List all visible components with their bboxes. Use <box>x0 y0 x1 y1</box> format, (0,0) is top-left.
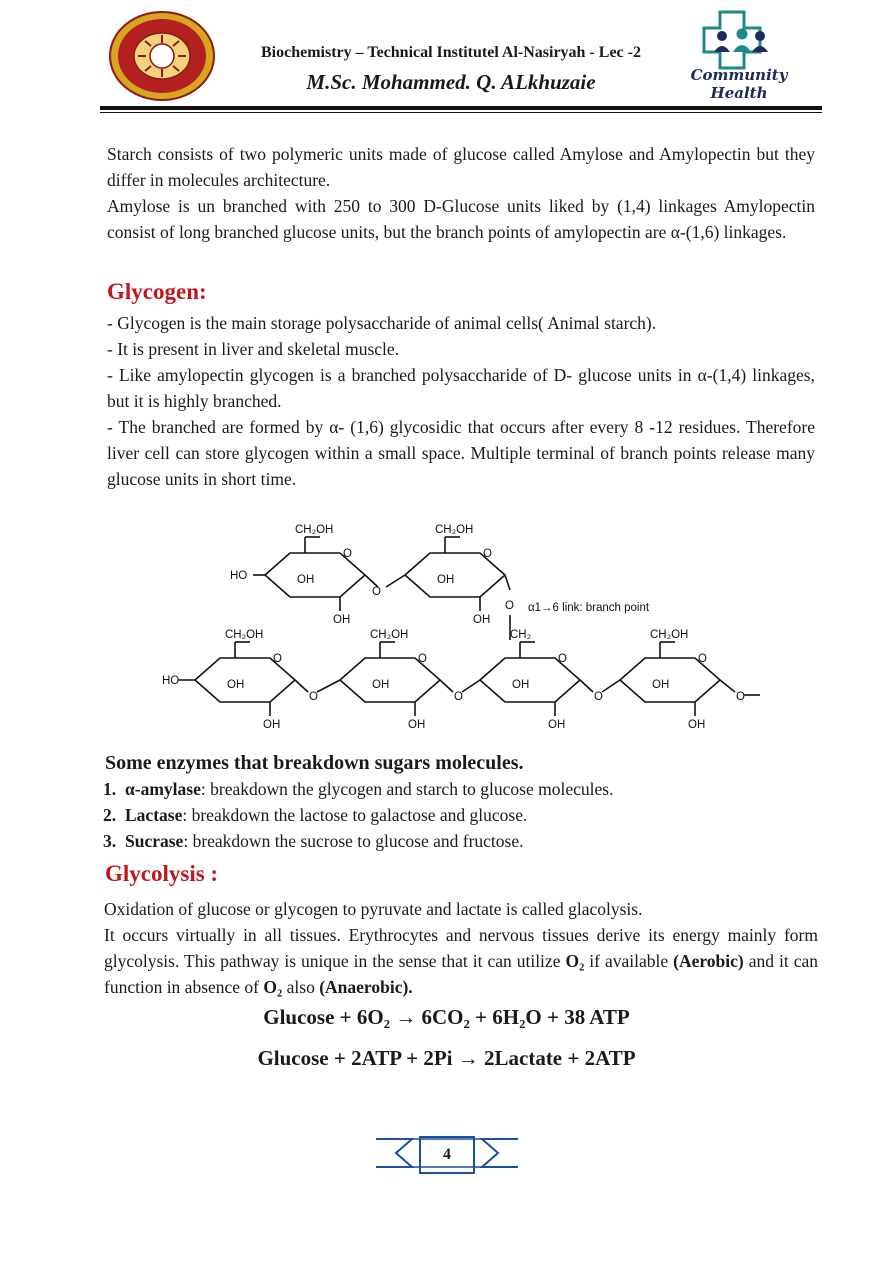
community-health-logo <box>664 8 812 104</box>
enzyme-item <box>103 802 811 828</box>
enzyme-term: Lactase <box>125 805 183 825</box>
glycosidic-bond <box>720 680 735 692</box>
enzymes-list <box>103 776 811 854</box>
branch-point-label: α1→6 link: branch point <box>528 602 650 614</box>
oh-label: OH <box>548 719 566 731</box>
ring-oxygen-label: O <box>558 653 567 665</box>
oh-label: OH <box>512 679 530 691</box>
ch2oh-label: CH₂OH <box>370 629 409 641</box>
enzyme-term: α-amylase <box>125 779 201 799</box>
glycosidic-bond <box>386 575 405 587</box>
anaerobic-label: (Anaerobic). <box>319 977 413 997</box>
intro-section <box>107 141 815 245</box>
oh-label: OH <box>688 719 706 731</box>
enzyme-number: 1. <box>103 779 117 799</box>
glycolysis-text-a: It occurs virtually in all tissues. Erythrocytes and nervous tissues derive its energy mainly form glycolysis. This pathway is unique in the sense that it can utilize <box>104 925 818 971</box>
enzyme-item <box>103 828 811 854</box>
community-health-text: Community Health <box>690 66 788 102</box>
aerobic-equation: Glucose + 6O₂ → 6CO₂ + 6H₂O + 38 ATP <box>263 1005 630 1029</box>
oh-label: OH <box>652 679 670 691</box>
page-number: 4 <box>443 1146 451 1163</box>
oh-label: OH <box>372 679 390 691</box>
oh-label: OH <box>408 719 426 731</box>
enzyme-description: : breakdown the glycogen and starch to glucose molecules. <box>200 779 614 799</box>
oh-label: OH <box>263 719 281 731</box>
ch2oh-label: CH₂OH <box>435 524 474 536</box>
enzyme-description: : breakdown the lactose to galactose and glucose. <box>182 805 528 825</box>
branch-oxygen-label: O <box>505 600 514 612</box>
ho-label: HO <box>230 570 248 582</box>
institute-seal-logo <box>108 10 216 102</box>
ch2oh-label: CH₂OH <box>295 524 334 536</box>
glycogen-section <box>107 310 815 492</box>
glycosidic-oxygen-label: O <box>372 586 381 598</box>
oh-label: OH <box>473 614 491 626</box>
page-number-ornament <box>372 1133 522 1175</box>
ch2oh-label: CH₂OH <box>225 629 264 641</box>
header-title: Biochemistry – Technical Institutel Al-Nasiryah - Lec -2 <box>261 44 641 61</box>
enzyme-description: : breakdown the sucrose to glucose and fructose. <box>183 831 524 851</box>
oxygen-formula: O₂ <box>565 951 585 971</box>
glycogen-bullet-2: - It is present in liver and skeletal muscle. <box>107 339 400 359</box>
glycolysis-text-b: if available <box>584 951 674 971</box>
ho-label: HO <box>162 675 180 687</box>
enzyme-term: Sucrase <box>125 831 184 851</box>
intro-paragraph-2: Amylose is un branched with 250 to 300 D-Glucose units liked by (1,4) linkages Amylopectin consist of long branched glucose units, but the branch points of amylopectin are α-(1,6) linkages. <box>107 196 815 242</box>
glycolysis-paragraph-2 <box>104 922 818 1000</box>
intro-paragraph-1: Starch consists of two polymeric units made of glucose called Amylose and Amylopectin but they differ in molecules architecture. <box>107 144 815 190</box>
glycosidic-oxygen-label: O <box>309 691 318 703</box>
ring-oxygen-label: O <box>483 548 492 560</box>
glycolysis-text-c: and it can function in absence of <box>104 951 818 997</box>
enzymes-heading: Some enzymes that breakdown sugars molecules. <box>105 752 524 774</box>
glycogen-heading: Glycogen: <box>107 279 207 304</box>
ring-oxygen-label: O <box>698 653 707 665</box>
ring-oxygen-label: O <box>343 548 352 560</box>
ch2oh-label: CH₂OH <box>650 629 689 641</box>
ring-oxygen-label: O <box>273 653 282 665</box>
anaerobic-equation: Glucose + 2ATP + 2Pi → 2Lactate + 2ATP <box>257 1046 636 1070</box>
glycogen-bullet-1: - Glycogen is the main storage polysaccharide of animal cells( Animal starch). <box>107 313 657 333</box>
enzyme-item <box>103 776 811 802</box>
header-rule <box>100 106 822 110</box>
glycosidic-oxygen-label: O <box>454 691 463 703</box>
oxygen-formula: O₂ <box>263 977 283 997</box>
enzyme-number: 3. <box>103 831 117 851</box>
glycolysis-text-d: also <box>282 977 320 997</box>
community-health-icon <box>664 8 812 72</box>
glycosidic-bond <box>505 575 510 590</box>
oh-label: OH <box>227 679 245 691</box>
glycolysis-heading: Glycolysis : <box>105 861 219 886</box>
header-rule-thin <box>100 112 822 113</box>
glycolysis-paragraph-1: Oxidation of glucose or glycogen to pyruvate and lactate is called glacolysis. <box>104 899 643 919</box>
header-author: M.Sc. Mohammed. Q. ALkhuzaie <box>306 70 596 94</box>
glycosidic-bond <box>602 680 620 692</box>
enzyme-number: 2. <box>103 805 117 825</box>
ring-oxygen-label: O <box>418 653 427 665</box>
oh-label: OH <box>333 614 351 626</box>
glycosidic-bond <box>317 680 340 692</box>
glycosidic-bond <box>462 680 480 692</box>
glycolysis-section <box>104 896 818 1000</box>
aerobic-label: (Aerobic) <box>673 951 744 971</box>
glycosidic-oxygen-label: O <box>594 691 603 703</box>
glycogen-bullet-3: - Like amylopectin glycogen is a branched polysaccharide of D- glucose units in α-(1,4) linkages, but it is highly branched. <box>107 365 815 411</box>
glycogen-structure-diagram <box>150 515 780 740</box>
ch2-label: CH₂ <box>510 629 532 641</box>
glycosidic-oxygen-label: O <box>736 691 745 703</box>
oh-label: OH <box>297 574 315 586</box>
glycosidic-bond <box>580 680 593 692</box>
glycosidic-bond <box>295 680 308 692</box>
oh-label: OH <box>437 574 455 586</box>
glycogen-bullet-4: - The branched are formed by α- (1,6) glycosidic that occurs after every 8 -12 residues. Therefore liver cell can store glycogen within a small space. Multiple terminal of branch points release many glucose units in short time. <box>107 417 815 489</box>
glycosidic-bond <box>440 680 453 692</box>
